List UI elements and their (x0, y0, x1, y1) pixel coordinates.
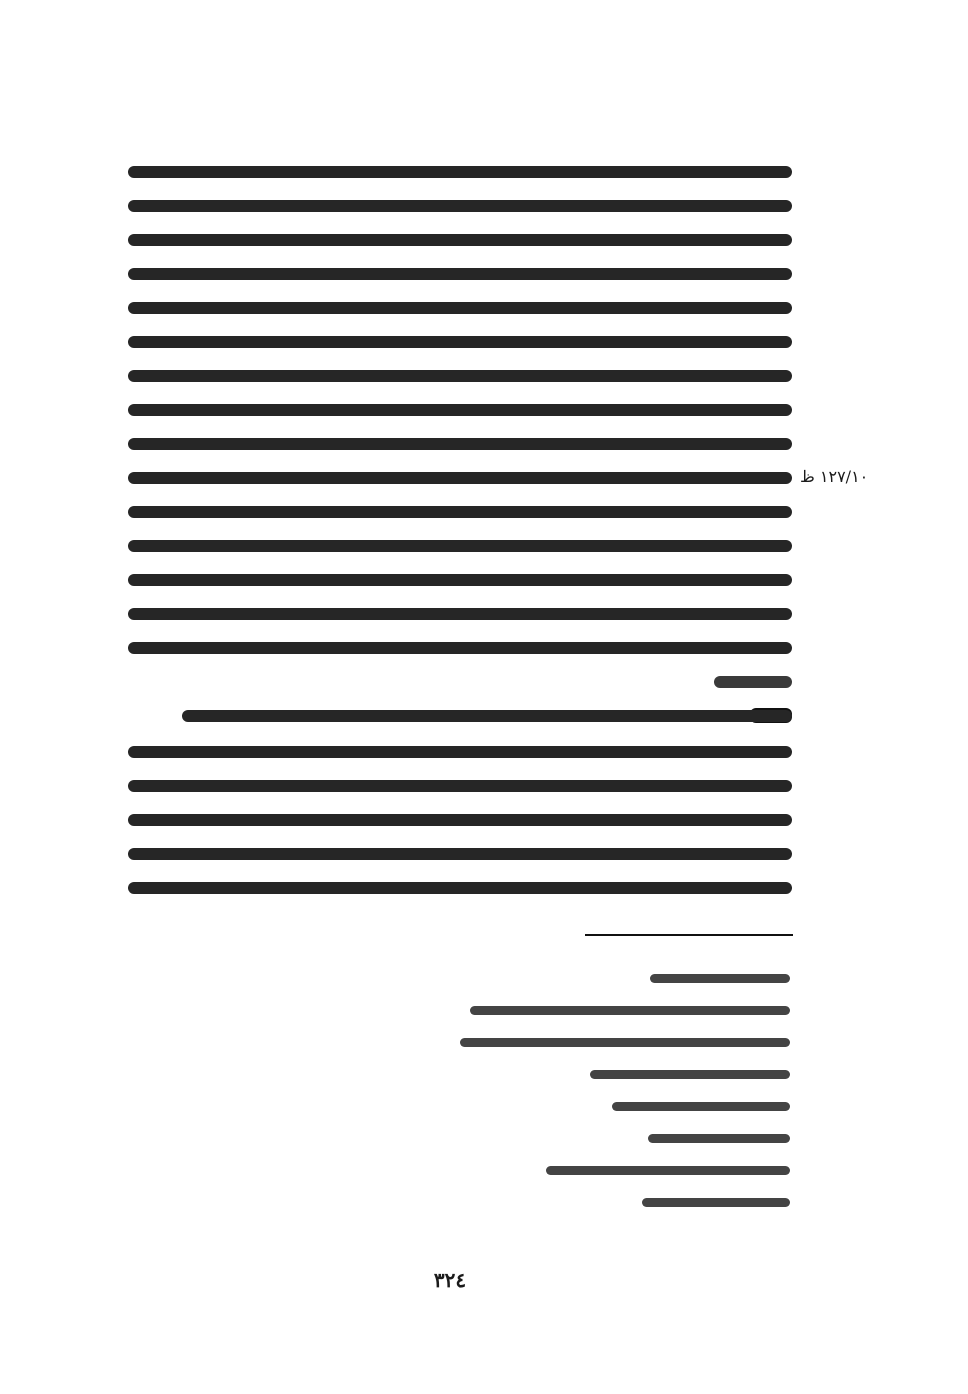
footnote-line (590, 1070, 790, 1079)
text-line (128, 540, 792, 552)
footnote-line (612, 1102, 790, 1111)
text-line (128, 882, 792, 894)
footnote-line (648, 1134, 790, 1143)
text-line (128, 166, 792, 178)
text-line (128, 506, 792, 518)
text-line (128, 234, 792, 246)
text-line (128, 336, 792, 348)
manuscript-folio-note: ١٢٧/١٠ ظ (800, 467, 869, 486)
footnote-separator (585, 934, 793, 936)
text-line (182, 710, 792, 722)
page-number: ٣٢٤ (433, 1268, 467, 1292)
text-line (128, 608, 792, 620)
text-line (128, 472, 792, 484)
text-line (128, 438, 792, 450)
text-line (128, 302, 792, 314)
text-line (128, 746, 792, 758)
text-line (128, 848, 792, 860)
text-line (128, 268, 792, 280)
footnote-line (460, 1038, 790, 1047)
footnote-line (650, 974, 790, 983)
text-line (128, 814, 792, 826)
text-line (128, 200, 792, 212)
text-line (128, 780, 792, 792)
text-line (128, 574, 792, 586)
footnote-line (642, 1198, 790, 1207)
text-line (128, 404, 792, 416)
text-line (128, 642, 792, 654)
text-line (714, 676, 792, 688)
footnote-line (470, 1006, 790, 1015)
footnote-line (546, 1166, 790, 1175)
text-line (128, 370, 792, 382)
